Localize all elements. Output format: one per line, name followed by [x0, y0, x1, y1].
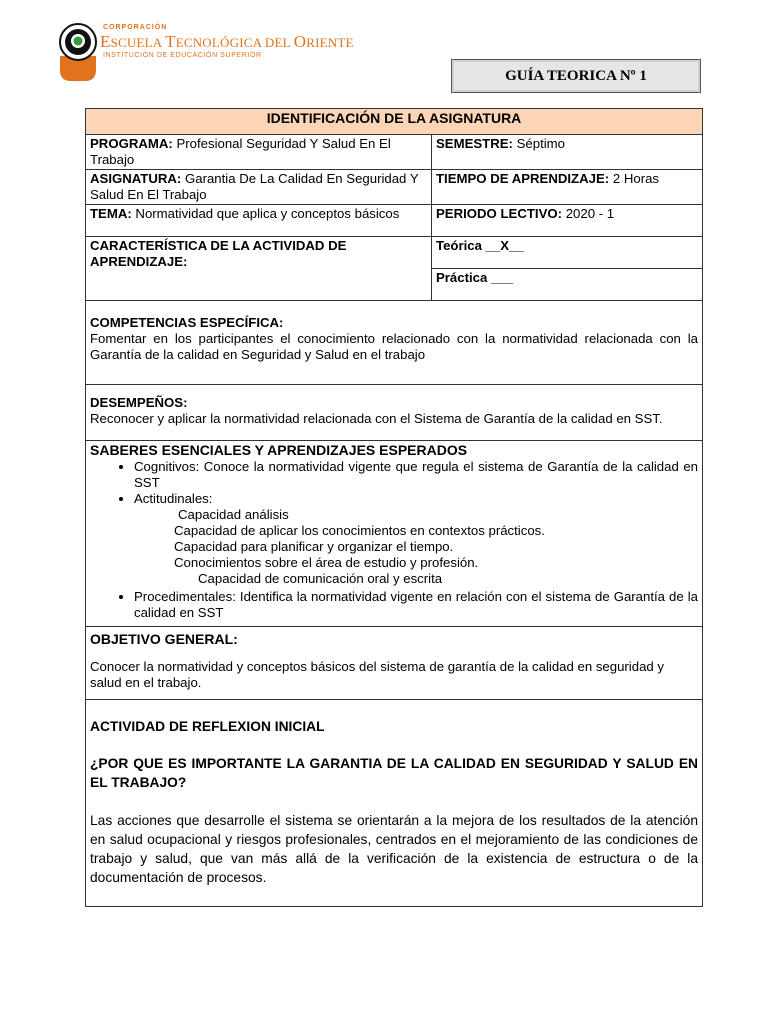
logo-name-text: ESCUELA TECNOLÓGICA DEL ORIENTE — [100, 32, 354, 51]
list-item: • Actitudinales: — [134, 491, 698, 507]
desempenos-text: Reconocer y aplicar la normatividad relacionada con el Sistema de Garantía de la calidad en SST. — [90, 411, 663, 426]
periodo-label: PERIODO LECTIVO: — [436, 206, 563, 221]
tiempo-value: 2 Horas — [609, 171, 660, 186]
asignatura-label: ASIGNATURA: — [90, 171, 182, 186]
caracteristica-cell — [86, 237, 432, 301]
guide-title-box — [451, 59, 701, 93]
list-item: • Procedimentales: Identifica la normatividad vigente en relación con el sistema de Garantía de la calidad en SST — [134, 589, 698, 621]
asignatura-cell — [86, 170, 432, 205]
logo-emblem-icon — [58, 20, 98, 84]
actitudinal-item: Conocimientos sobre el área de estudio y profesión. — [174, 555, 479, 570]
actitudinal-item: Capacidad análisis — [178, 507, 289, 522]
tema-value: Normatividad que aplica y conceptos básicos — [131, 206, 400, 221]
programa-cell — [86, 135, 432, 170]
teorica-cell — [432, 237, 703, 269]
table-title: IDENTIFICACIÓN DE LA ASIGNATURA — [86, 109, 703, 135]
actividad-label: ACTIVIDAD DE REFLEXION INICIAL — [90, 719, 325, 734]
tiempo-cell — [432, 170, 703, 205]
list-item: • Cognitivos: Conoce la normatividad vigente que regula el sistema de Garantía de la calidad en SST — [134, 459, 698, 491]
pregunta-text: ¿POR QUE ES IMPORTANTE LA GARANTIA DE LA CALIDAD EN SEGURIDAD Y SALUD EN EL TRABAJO? — [90, 756, 698, 790]
caracteristica-label: CARACTERÍSTICA DE LA ACTIVIDAD DE APRENDIZAJE: — [90, 238, 347, 269]
semestre-value: Séptimo — [512, 136, 565, 151]
logo-subtitle-text: INSTITUCIÓN DE EDUCACIÓN SUPERIOR — [103, 52, 262, 59]
guide-title: GUÍA TEORICA Nº 1 — [505, 68, 647, 84]
institution-logo — [58, 20, 358, 84]
semestre-cell — [432, 135, 703, 170]
practica-label: Práctica ___ — [436, 270, 513, 285]
practica-cell — [432, 269, 703, 301]
programa-value: Profesional Seguridad Y Salud En El Trabajo — [90, 136, 391, 167]
respuesta-text: Las acciones que desarrolle el sistema se orientarán a la mejora de los resultados de la atención en salud ocupacional y riesgos profesionales, centrados en el mejoramiento de las condiciones de trabajo y salud, que van más allá de la verificación de la existencia de estructura o de la documentación de procesos. — [90, 813, 698, 885]
desempenos-label: DESEMPEÑOS: — [90, 395, 188, 410]
semestre-label: SEMESTRE: — [436, 136, 513, 151]
asignatura-value: Garantia De La Calidad En Seguridad Y Salud En El Trabajo — [90, 171, 419, 202]
periodo-value: 2020 - 1 — [562, 206, 615, 221]
saberes-cell — [86, 441, 703, 627]
tiempo-label: TIEMPO DE APRENDIZAJE: — [436, 171, 610, 186]
objetivo-label: OBJETIVO GENERAL: — [90, 631, 238, 647]
actitudinal-item: Capacidad de comunicación oral y escrita — [198, 571, 443, 586]
objetivo-text: Conocer la normatividad y conceptos básicos del sistema de garantía de la calidad en seguridad y salud en el trabajo. — [90, 659, 664, 690]
tema-cell — [86, 205, 432, 237]
course-identification-table — [85, 108, 703, 907]
saberes-list — [90, 459, 698, 507]
saberes-list-2 — [90, 589, 698, 621]
competencias-text: Fomentar en los participantes el conocimiento relacionado con la normatividad relacionada con la Garantía de la calidad en Seguridad y Salud en el trabajo — [90, 331, 698, 362]
competencias-label: COMPETENCIAS ESPECÍFICA: — [90, 315, 284, 330]
competencias-cell — [86, 301, 703, 385]
periodo-cell — [432, 205, 703, 237]
desempenos-cell — [86, 385, 703, 441]
actitudinal-item: Capacidad para planificar y organizar el tiempo. — [174, 539, 454, 554]
actitudinal-item: Capacidad de aplicar los conocimientos en contextos prácticos. — [174, 523, 545, 538]
objetivo-cell — [86, 627, 703, 700]
tema-label: TEMA: — [90, 206, 132, 221]
programa-label: PROGRAMA: — [90, 136, 173, 151]
saberes-label: SABERES ESENCIALES Y APRENDIZAJES ESPERADOS — [90, 442, 468, 458]
page-header — [0, 0, 768, 100]
logo-corporacion-text: CORPORACIÓN — [103, 24, 168, 31]
actividad-cell — [86, 700, 703, 907]
teorica-label: Teórica __X__ — [436, 238, 524, 253]
